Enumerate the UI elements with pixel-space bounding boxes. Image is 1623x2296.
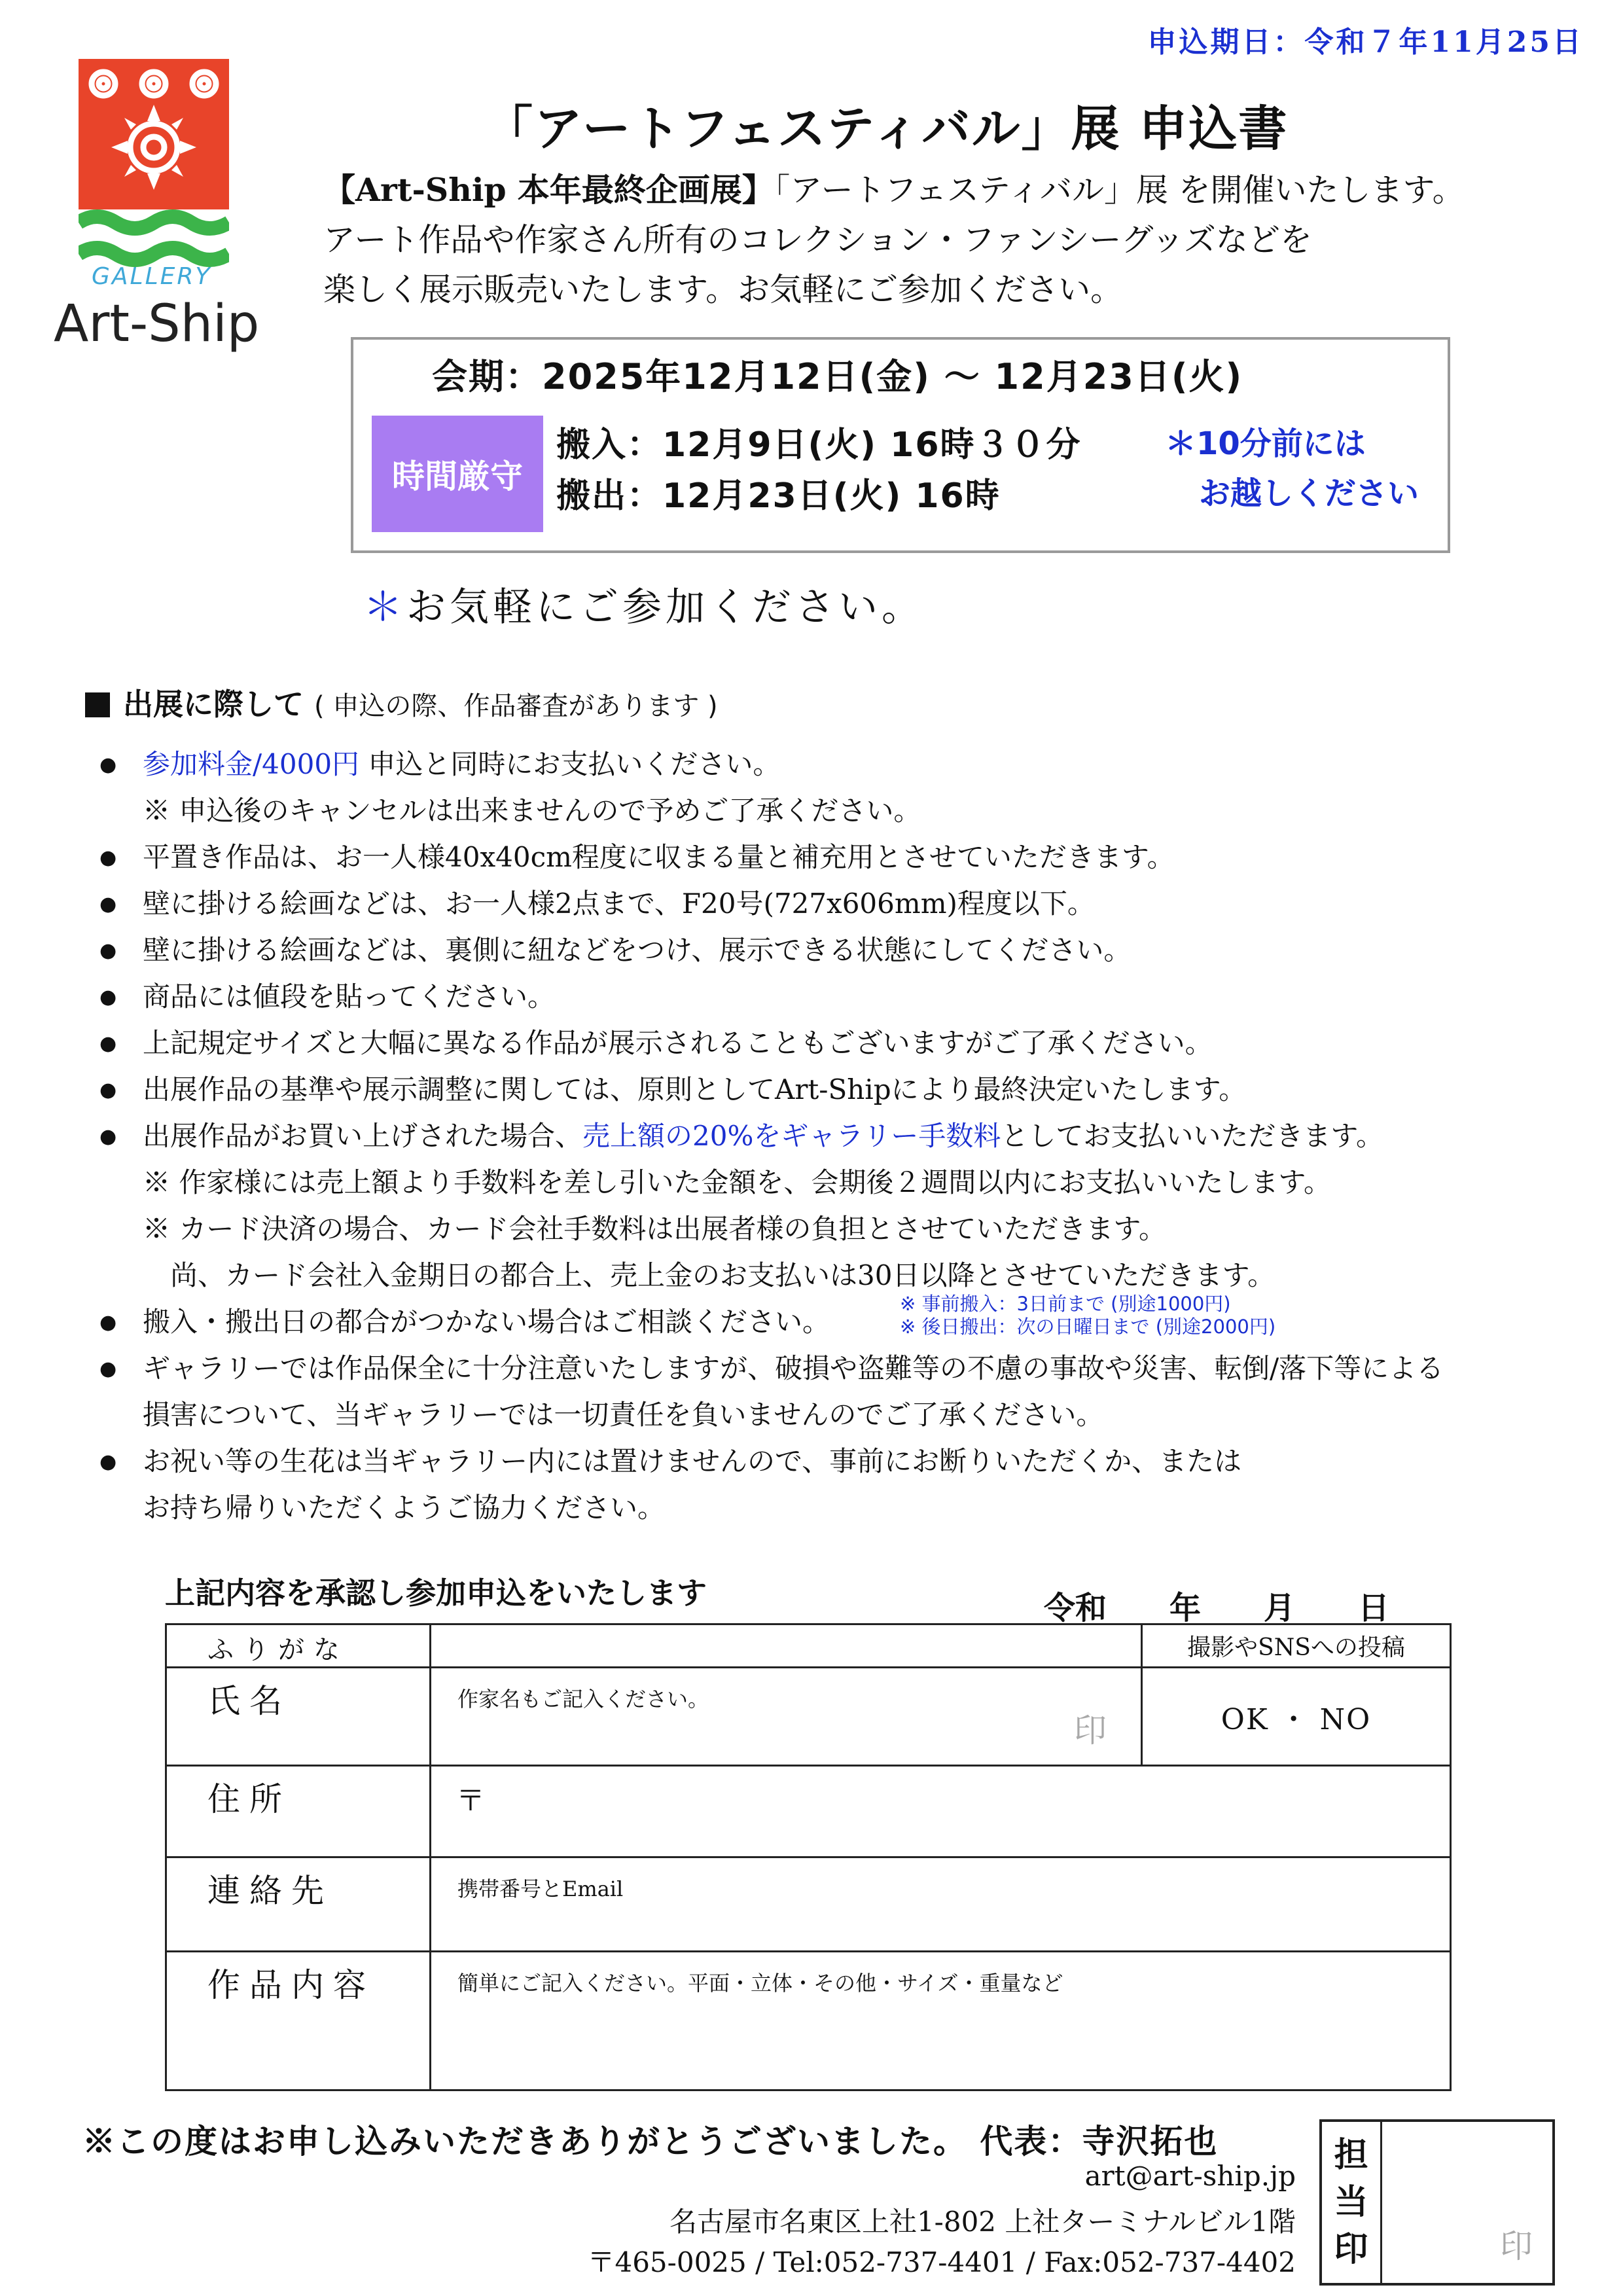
staff-stamp-box <box>1319 2119 1555 2286</box>
thanks-message: ※この度はお申し込みいただきありがとうございました。 代表：寺沢拓也 <box>82 2122 1219 2161</box>
sns-permission-header: 撮影やSNSへの投稿 <box>1142 1624 1451 1668</box>
fee-text: 申込と同時にお支払いください。 <box>359 748 781 780</box>
logo-gallery-text: GALLERY <box>92 263 212 290</box>
rule-flat-works <box>99 836 1175 875</box>
rule-final-decision <box>99 1068 1246 1107</box>
postal-mark: 〒 <box>456 1784 485 1818</box>
address-label: 住所 <box>166 1766 431 1857</box>
contact-label: 連絡先 <box>166 1857 431 1952</box>
work-hint: 簡単にご記入ください。平面・立体・その他・サイズ・重量など <box>457 1971 1063 1996</box>
name-label: 氏名 <box>166 1668 431 1766</box>
carry-out-time: 搬出：12月23日(火) 16時 <box>556 476 1001 516</box>
name-input[interactable] <box>431 1668 1142 1766</box>
bullet-icon: ● <box>99 753 117 776</box>
bullet-icon: ● <box>99 1079 117 1102</box>
rule-size-variance <box>99 1022 1213 1061</box>
bullet-icon: ● <box>99 939 117 962</box>
late-carry-out-note: ※ 後日搬出：次の日曜日まで (別途2000円) <box>900 1316 1276 1338</box>
section-heading <box>85 681 718 724</box>
strict-time-badge: 時間厳守 <box>372 416 543 532</box>
sns-ok-no-choice[interactable]: OK ・ NO <box>1142 1668 1451 1766</box>
fee-amount: 参加料金/4000円 <box>143 748 360 780</box>
rule-liability-2: 損害について、当ギャラリーでは一切責任を負いませんのでご了承ください。 <box>143 1399 1104 1431</box>
square-bullet-icon <box>85 692 110 717</box>
bullet-icon: ● <box>99 1125 117 1148</box>
rule-liability <box>99 1347 1444 1386</box>
exhibition-period: 会期：2025年12月12日(金) 〜 12月23日(火) <box>432 356 1243 397</box>
rule-schedule-consult <box>99 1300 830 1340</box>
page-title: 「アートフェスティバル」展 申込書 <box>484 101 1289 157</box>
bullet-icon: ● <box>99 893 117 916</box>
rule-text: としてお支払いいただきます。 <box>1001 1120 1384 1152</box>
commission-note-2: ※ カード決済の場合、カード会社手数料は出展者様の負担とさせていただきます。 <box>143 1213 1166 1245</box>
rule-text: 出展作品がお買い上げされた場合、 <box>143 1120 583 1152</box>
staff-label-char: 印 <box>1334 2229 1368 2269</box>
work-input[interactable] <box>431 1952 1451 2090</box>
arrival-note-2: お越しください <box>1199 475 1419 512</box>
name-stamp-mark: 印 <box>1074 1712 1107 1749</box>
commission-note-1: ※ 作家様には売上額より手数料を差し引いた金額を、会期後２週間以内にお支払いいたします。 <box>143 1166 1331 1198</box>
bullet-icon: ● <box>99 1450 117 1473</box>
asterisk-mark: ＊ <box>363 584 406 630</box>
rule-flowers-2: お持ち帰りいただくようご協力ください。 <box>143 1492 666 1524</box>
early-carry-in-note: ※ 事前搬入：3日前まで (別途1000円) <box>900 1293 1231 1315</box>
staff-stamp-mark: 印 <box>1500 2227 1533 2265</box>
rule-fee <box>99 743 780 782</box>
bullet-icon: ● <box>99 986 117 1009</box>
contact-hint: 携帯番号とEmail <box>457 1876 624 1901</box>
intro-text <box>323 165 1465 315</box>
schedule-box <box>351 337 1450 553</box>
application-form <box>165 1623 1452 2091</box>
bullet-icon: ● <box>99 1357 117 1380</box>
section-title: 出展に際して <box>123 687 304 722</box>
gallery-address: 名古屋市名東区上社1-802 上社ターミナルビル1階 <box>669 2206 1296 2238</box>
rule-text: 商品には値段を貼ってください。 <box>143 980 556 1013</box>
commission-note-3: 尚、カード会社入金期日の都合上、売上金のお支払いは30日以降とさせていただきます。 <box>143 1259 1275 1291</box>
furigana-input[interactable] <box>431 1624 1142 1668</box>
carry-in-time: 搬入：12月9日(火) 16時３０分 <box>556 425 1082 465</box>
contact-email[interactable]: art@art-ship.jp <box>1084 2160 1296 2192</box>
intro-line1: 「アートフェスティバル」展 を開催いたします。 <box>774 171 1465 209</box>
intro-line2: アート作品や作家さん所有のコレクション・ファンシーグッズなどを <box>323 221 1312 259</box>
section-subtitle: ( 申込の際、作品審査があります ) <box>314 691 718 721</box>
rule-text: 平置き作品は、お一人様40x40cm程度に収まる量と補充用とさせていただきます。 <box>143 841 1175 873</box>
bullet-icon: ● <box>99 1032 117 1055</box>
rule-flowers <box>99 1440 1241 1479</box>
rule-text: 壁に掛ける絵画などは、お一人様2点まで、F20号(727x606mm)程度以下。 <box>143 888 1095 920</box>
feel-free-note <box>363 576 925 632</box>
address-input[interactable] <box>431 1766 1451 1857</box>
staff-stamp-label <box>1322 2122 1382 2283</box>
staff-label-char: 担 <box>1334 2135 1368 2175</box>
work-label: 作品内容 <box>166 1952 431 2090</box>
rule-wall-limit <box>99 882 1095 922</box>
furigana-label: ふりがな <box>166 1624 431 1668</box>
rule-text: 壁に掛ける絵画などは、裏側に紐などをつけ、展示できる状態にしてください。 <box>143 934 1132 966</box>
approval-statement: 上記内容を承認し参加申込をいたします <box>165 1575 707 1611</box>
application-date: 令和 年 月 日 <box>1044 1590 1390 1626</box>
art-ship-logo-icon <box>79 59 229 268</box>
bullet-icon: ● <box>99 1311 117 1334</box>
rule-price-tags <box>99 975 555 1014</box>
rule-text: 搬入・搬出日の都合がつかない場合はご相談ください。 <box>143 1306 830 1338</box>
rule-text: お祝い等の生花は当ギャラリー内には置けませんので、事前にお断りいただくか、または <box>143 1445 1242 1477</box>
intro-highlight: 【Art-Ship 本年最終企画展】 <box>323 171 774 209</box>
rule-text: ギャラリーでは作品保全に十分注意いたしますが、破損や盗難等の不慮の事故や災害、転倒/落下等による <box>143 1352 1444 1384</box>
bullet-icon: ● <box>99 846 117 869</box>
staff-label-char: 当 <box>1334 2182 1368 2222</box>
rule-text: 上記規定サイズと大幅に異なる作品が展示されることもございますがご了承ください。 <box>143 1027 1213 1059</box>
gallery-phone-fax: 〒465-0025 / Tel:052-737-4401 / Fax:052-737-4402 <box>587 2246 1296 2278</box>
contact-input[interactable] <box>431 1857 1451 1952</box>
rule-text: 出展作品の基準や展示調整に関しては、原則としてArt-Shipにより最終決定いたします。 <box>143 1073 1247 1105</box>
rule-fee-note: ※ 申込後のキャンセルは出来ませんので予めご了承ください。 <box>143 795 921 827</box>
arrival-note-1: ＊10分前には <box>1165 425 1366 462</box>
rule-wall-hanging <box>99 929 1131 968</box>
application-deadline: 申込期日：令和７年11月25日 <box>1147 26 1584 59</box>
feel-free-text: お気軽にご参加ください。 <box>406 584 925 630</box>
intro-line3: 楽しく展示販売いたします。お気軽にご参加ください。 <box>323 271 1123 308</box>
commission-rate: 売上額の20%をギャラリー手数料 <box>582 1120 1001 1152</box>
rule-commission <box>99 1115 1383 1154</box>
logo-brand-text: Art-Ship <box>54 295 260 353</box>
name-hint: 作家名もご記入ください。 <box>457 1687 709 1712</box>
